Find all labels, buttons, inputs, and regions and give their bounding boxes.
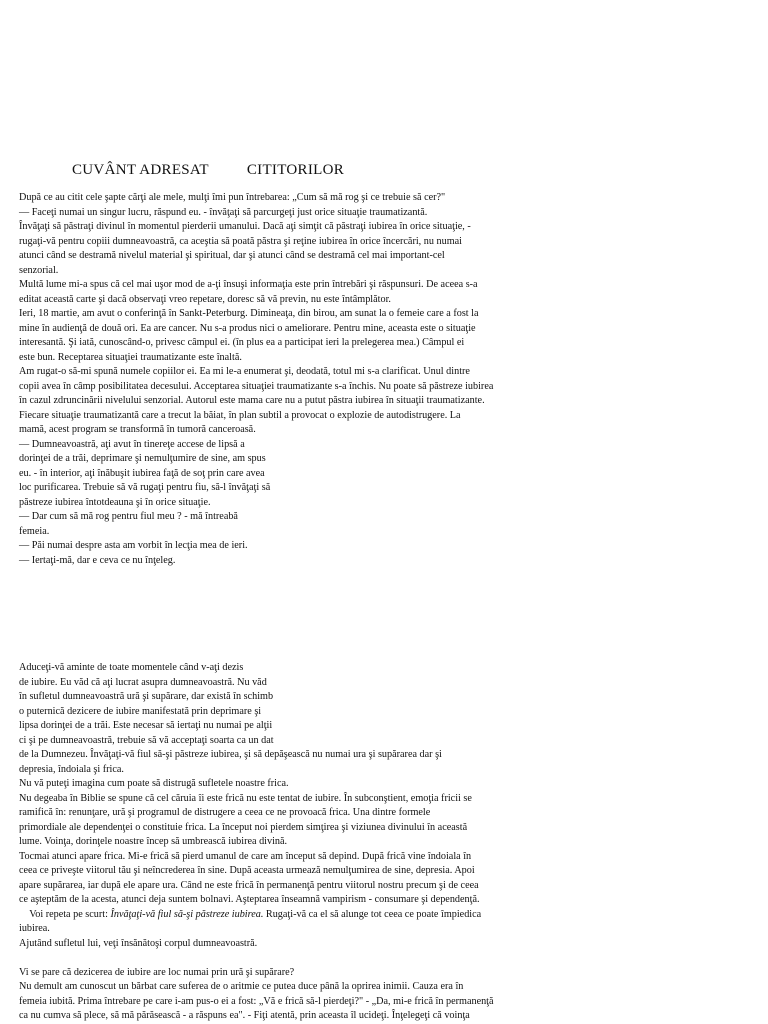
text-line: Multă lume mi-a spus că cel mai uşor mod de a-ţi însuşi informaţia este prin întrebări şi răspunsuri. De aceea s-a (19, 279, 478, 290)
text-line: Am rugat-o să-mi spună numele copiilor ei. Ea mi le-a enumerat şi, deodată, totul mi s-a clarificat. Unul dintre (19, 366, 470, 377)
text-line: Nu degeaba în Biblie se spune că cel căruia îi este frică nu este tentat de iubire. În subconştient, emoţia fricii se (19, 792, 472, 804)
title-word-1: CUVÂNT ADRESAT (72, 162, 209, 178)
text-line: dorinţei de a trăi, deprimare şi nemulţumire de sine, am spus (19, 453, 266, 464)
text-line: Ajutând sufletul lui, veţi însănătoşi corpul dumneavoastră. (19, 937, 258, 949)
text-line: Fiecare situaţie traumatizantă care a trecut la băiat, în plan subtil a provocat o explozie de autodistrugere. La (19, 409, 461, 421)
text-line: loc purificarea. Trebuie să vă rugaţi pentru fiu, să-l învăţaţi să (19, 482, 271, 493)
text-line: După ce au citit cele şapte cărţi ale mele, mulţi îmi pun întrebarea: „Cum să mă rog şi ce trebuie să cer?" (19, 192, 446, 203)
text-line: lipsa dorinţei de a trăi. Este necesar să iertaţi nu numai pe alţii (19, 720, 273, 731)
text-line: ceea ce priveşte viitorul tău şi neîncrederea în sine. După aceasta urmează nemulţumirea de sine, depresia. Apoi (19, 865, 475, 876)
text-line: Vi se pare că dezicerea de iubire are loc numai prin ură şi supărare? (19, 966, 295, 978)
text-line: interesantă. Şi iată, cunoscând-o, privesc câmpul ei. (în plus ea a participat ieri la prelegerea mea.) Câmpul ei (19, 337, 465, 348)
text-line: ce aşteptăm de la acesta, atunci deja suntem bolnavi. Aşteptarea înseamnă vampirism - consumare şi dependenţă. (19, 894, 480, 905)
title-word-2: CITITORILOR (246, 162, 345, 178)
text-line: editat această carte şi dacă observaţi vreo repetare, doresc să vă previn, nu este întâmplător. (19, 293, 391, 305)
text-line: — Păi numai despre asta am vorbit în lecţia mea de ieri. (19, 540, 248, 551)
text-line: depresia, îndoiala şi frica. (19, 763, 124, 775)
text-line: de la Dumnezeu. Învăţaţi-vă fiul să-şi păstreze iubirea, şi să depăşească nu numai ura şi supărarea dar şi (19, 749, 442, 760)
text-line: păstreze iubirea întotdeauna şi în orice situaţie. (19, 496, 211, 508)
text-line: apare supărarea, iar după ele apare ura. Când ne este frică în permanenţă pentru viitorul nostru precum şi de ceea (19, 879, 479, 891)
text-line: rugaţi-vă pentru copiii dumneavoastră, ca aceştia să poată păstra şi reţine iubirea în orice încercări, nu numai (19, 235, 462, 247)
text-line: ca nu cumva să plece, să mă părăsească - a răspuns ea". - Fiţi atentă, prin aceasta îl ucideţi. Înţelegeţi că voinţa (19, 1010, 470, 1021)
text-line: primordiale ale dependenţei o constituie frica. La început noi pierdem simţirea şi viziunea divinului în această (19, 821, 468, 833)
text-line: o puternică dezicere de iubire manifestată prin deprimare şi (19, 705, 262, 717)
text-line: mamă, acest program se transformă în tumoră canceroasă. (19, 424, 256, 435)
text-line: Voi repeta pe scurt: Învăţaţi-vă fiul să-şi păstreze iubirea. Rugaţi-vă ca el să alunge tot ceea ce poate împiedica (19, 908, 482, 920)
text-line: femeia. (19, 525, 50, 537)
text-line: femeia iubită. Prima întrebare pe care i-am pus-o ei a fost: „Vă e frică să-l pierdeţi?" - „Da, mi-e frică în permanenţă (19, 995, 494, 1007)
text-line: copii avea în câmp posibilitatea decesului. Acceptarea situaţiei traumatizante s-a închis. Nu poate să păstreze iubirea (19, 380, 494, 392)
text-line: Nu demult am cunoscut un bărbat care suferea de o aritmie ce putea duce până la oprirea inimii. Cauza era în (19, 981, 464, 992)
text-line: eu. - în interior, aţi înăbuşit iubirea faţă de soţ prin care avea (19, 467, 265, 479)
text-line: Nu vă puteţi imagina cum poate să distrugă sufletele noastre frica. (19, 778, 289, 789)
text-line: Învăţaţi să păstraţi divinul în momentul pierderii umanului. Dacă aţi simţit că păstraţi iubirea în orice situaţie, - (19, 221, 471, 232)
text-line: — Dumneavoastră, aţi avut în tinereţe accese de lipsă a (19, 438, 245, 450)
text-block-lower (19, 661, 494, 1024)
page-title (72, 162, 344, 179)
text-line: senzorial. (19, 264, 59, 276)
text-line: în cazul zdruncinării nivelului senzorial. Autorul este mama care nu a putut păstra iubirea în situaţii traumatizante. (19, 395, 485, 406)
text-line: — Iertaţi-mă, dar e ceva ce nu înţeleg. (19, 554, 176, 566)
text-line: iubirea. (19, 923, 50, 934)
text-line: în sufletul dumneavoastră ură şi supărare, dar există în schimb (19, 691, 274, 702)
text-line: lume. Voinţa, dorinţele noastre încep să umbrească iubirea divină. (19, 836, 288, 847)
text-line: Ieri, 18 martie, am avut o conferinţă în Sankt-Peterburg. Dimineaţa, din birou, am sunat la o femeie care a fost la (19, 308, 479, 319)
text-line: — Faceţi numai un singur lucru, răspund eu. - învăţaţi să parcurgeţi just orice situaţie traumatizantă. (19, 206, 428, 218)
text-line: ci şi pe dumneavoastră, trebuie să vă acceptaţi soarta ca un dat (19, 734, 274, 746)
text-line: — Dar cum să mă rog pentru fiul meu ? - mă întreabă (19, 511, 238, 522)
text-line: ramifică în: renunţare, ură şi programul de distrugere a ceea ce ne provoacă frica. Una dintre formele (19, 807, 431, 818)
text-block-upper (19, 191, 493, 568)
text-line: este bun. Receptarea situaţiei traumatizante este înaltă. (19, 351, 242, 363)
text-line: mine în audienţă de două ori. Ea are cancer. Nu s-a produs nici o ameliorare. Pentru mine, aceasta este o situaţie (19, 322, 476, 334)
text-line: Aduceţi-vă aminte de toate momentele când v-aţi dezis (19, 662, 244, 673)
text-line (19, 951, 494, 966)
text-line: de iubire. Eu văd că aţi lucrat asupra dumneavoastră. Nu văd (19, 676, 267, 688)
text-line: Tocmai atunci apare frica. Mi-e frică să pierd umanul de care am început să depind. După frică vine îndoiala în (19, 850, 472, 862)
text-line: atunci când se destramă nivelul material şi spiritual, dar şi atunci când se destramă cel mai important-cel (19, 250, 445, 261)
